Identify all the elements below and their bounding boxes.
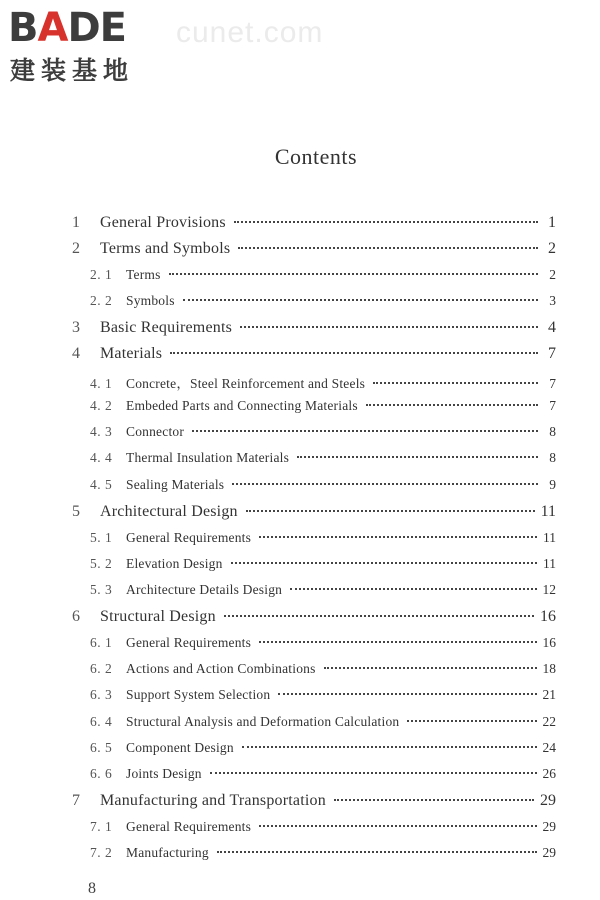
- toc-entry-number: 7. 1: [90, 819, 113, 834]
- toc-entry-label: Sealing Materials: [126, 477, 225, 492]
- toc-entry-label: Support System Selection: [126, 687, 271, 702]
- dot-leader: [183, 299, 538, 301]
- toc-entry[interactable]: [70, 556, 556, 578]
- toc-entry-page: 11: [543, 556, 556, 571]
- toc-entry-page: 9: [549, 477, 556, 492]
- toc-entry-label: Architectural Design: [100, 503, 238, 520]
- toc-entry-page: 26: [542, 766, 556, 781]
- toc-entry[interactable]: [70, 845, 556, 867]
- toc-entry-number: 6. 1: [90, 635, 113, 650]
- toc-entry[interactable]: [70, 450, 556, 472]
- toc-entry-label: Thermal Insulation Materials: [126, 450, 290, 465]
- toc-entry-label: Architecture Details Design: [126, 582, 283, 597]
- dot-leader: [259, 825, 536, 827]
- toc-entry-page: 8: [549, 450, 556, 465]
- dot-leader: [192, 430, 538, 432]
- toc-entry[interactable]: [70, 530, 556, 552]
- toc-entry-page: 12: [542, 582, 556, 597]
- dot-leader: [373, 382, 538, 384]
- watermark: cunet.com: [176, 16, 324, 49]
- toc-entry-number: 4. 2: [90, 398, 113, 413]
- toc-entry[interactable]: [70, 792, 556, 814]
- toc-entry-number: 6: [72, 608, 80, 625]
- toc-entry-number: 5. 2: [90, 556, 113, 571]
- toc-entry-label: Terms: [126, 267, 161, 282]
- toc-entry-number: 2. 1: [90, 267, 113, 282]
- toc-entry-page: 7: [549, 398, 556, 413]
- toc-entry-label: Basic Requirements: [100, 319, 233, 336]
- bade-logo: [8, 6, 178, 92]
- toc-entry-number: 6. 3: [90, 687, 113, 702]
- toc-entry-label: Actions and Action Combinations: [126, 661, 316, 676]
- toc-entry-page: 7: [549, 376, 556, 391]
- dot-leader: [259, 641, 536, 643]
- toc-entry-number: 4. 5: [90, 477, 113, 492]
- toc-entry-label: Component Design: [126, 740, 234, 755]
- toc-entry-label: Manufacturing: [126, 845, 209, 860]
- toc-entry[interactable]: [70, 582, 556, 604]
- toc-entry[interactable]: [70, 424, 556, 446]
- toc-entry-number: 5. 3: [90, 582, 113, 597]
- dot-leader: [169, 273, 538, 275]
- toc-entry-page: 7: [548, 345, 556, 362]
- toc-entry-number: 6. 5: [90, 740, 113, 755]
- toc-entry[interactable]: [70, 372, 556, 394]
- dot-leader: [324, 667, 537, 669]
- toc-entry-number: 6. 2: [90, 661, 113, 676]
- dot-leader: [232, 483, 538, 485]
- toc-entry-number: 4: [72, 345, 80, 362]
- toc-entry-label: Joints Design: [126, 766, 202, 781]
- toc-entry-label: Materials: [100, 345, 163, 362]
- page-title: Contents: [274, 144, 358, 169]
- toc-entry[interactable]: [70, 240, 556, 262]
- toc-entry-page: 16: [542, 635, 556, 650]
- dot-leader: [238, 247, 538, 249]
- toc-entry-label: Embeded Parts and Connecting Materials: [126, 398, 358, 413]
- toc-entry-number: 3: [72, 319, 80, 336]
- toc-entry[interactable]: [70, 293, 556, 315]
- toc-entry-page: 3: [549, 293, 556, 308]
- toc-entry-page: 29: [542, 845, 556, 860]
- dot-leader: [240, 326, 538, 328]
- toc-entry-page: 22: [542, 714, 556, 729]
- toc-entry-label: Connector: [126, 424, 185, 439]
- toc-entry-page: 29: [540, 792, 556, 809]
- toc-entry[interactable]: [70, 687, 556, 709]
- dot-leader: [231, 562, 537, 564]
- dot-leader: [407, 720, 536, 722]
- toc-entry-page: 11: [543, 530, 556, 545]
- dot-leader: [259, 536, 537, 538]
- toc-entry-page: 1: [548, 214, 556, 231]
- toc-entry-page: 24: [542, 740, 556, 755]
- dot-leader: [210, 772, 537, 774]
- toc-entry-number: 7: [72, 792, 80, 809]
- dot-leader: [297, 456, 538, 458]
- toc-entry[interactable]: [70, 214, 556, 236]
- toc-entry-label: Concrete，Steel Reinforcement and Steels: [126, 376, 366, 391]
- dot-leader: [242, 746, 537, 748]
- toc-entry[interactable]: [70, 766, 556, 788]
- toc-entry[interactable]: [70, 267, 556, 289]
- toc-entry-number: 2: [72, 240, 80, 257]
- toc-entry-label: General Requirements: [126, 635, 252, 650]
- toc-entry-page: 8: [549, 424, 556, 439]
- toc-entry-number: 1: [72, 214, 80, 231]
- dot-leader: [366, 404, 538, 406]
- toc-entry[interactable]: [70, 740, 556, 762]
- dot-leader: [234, 221, 538, 223]
- dot-leader: [334, 799, 534, 801]
- toc-entry-label: Manufacturing and Transportation: [100, 792, 326, 809]
- toc-entry-number: 4. 4: [90, 450, 113, 465]
- toc-entry[interactable]: [70, 398, 556, 420]
- logo-chinese-text: 建装基地: [10, 56, 135, 85]
- toc-entry-number: 4. 1: [90, 376, 113, 391]
- toc-entry[interactable]: [70, 477, 556, 499]
- toc-entry-label: General Requirements: [126, 530, 252, 545]
- toc-entry-label: Structural Analysis and Deformation Calculation: [126, 714, 400, 729]
- toc-entry[interactable]: [70, 608, 556, 630]
- dot-leader: [290, 588, 536, 590]
- toc-entry-number: 5. 1: [90, 530, 113, 545]
- toc-entry[interactable]: [70, 319, 556, 341]
- toc-entry-label: Structural Design: [100, 608, 216, 625]
- toc-entry[interactable]: [70, 661, 556, 683]
- toc-entry-number: 2. 2: [90, 293, 113, 308]
- toc-entry[interactable]: [70, 635, 556, 657]
- toc-entry-number: 4. 3: [90, 424, 113, 439]
- toc-entry[interactable]: [70, 819, 556, 841]
- toc-entry-page: 2: [548, 240, 556, 257]
- toc-entry[interactable]: [70, 345, 556, 367]
- dot-leader: [246, 510, 535, 512]
- toc-entry-label: Elevation Design: [126, 556, 223, 571]
- toc-entry-number: 7. 2: [90, 845, 113, 860]
- toc-entry-label: General Provisions: [100, 214, 226, 231]
- toc-entry-number: 6. 4: [90, 714, 113, 729]
- toc-entry-page: 11: [540, 503, 556, 520]
- toc-entry-number: 6. 6: [90, 766, 113, 781]
- toc-entry-page: 29: [542, 819, 556, 834]
- toc-entry-page: 18: [542, 661, 556, 676]
- logo-wordmark: BADE: [8, 5, 126, 51]
- toc-entry-page: 4: [548, 319, 556, 336]
- toc-entry-page: 2: [549, 267, 556, 282]
- toc-entry-page: 21: [542, 687, 556, 702]
- dot-leader: [278, 693, 536, 695]
- toc-entry-number: 5: [72, 503, 80, 520]
- dot-leader: [170, 352, 538, 354]
- dot-leader: [224, 615, 534, 617]
- toc-entry-label: Symbols: [126, 293, 175, 308]
- toc-entry-page: 16: [540, 608, 556, 625]
- toc-entry-label: General Requirements: [126, 819, 252, 834]
- toc-entry-label: Terms and Symbols: [100, 240, 231, 257]
- toc-entry[interactable]: [70, 714, 556, 736]
- page-number: 8: [88, 880, 96, 897]
- toc-entry[interactable]: [70, 503, 556, 525]
- dot-leader: [217, 851, 537, 853]
